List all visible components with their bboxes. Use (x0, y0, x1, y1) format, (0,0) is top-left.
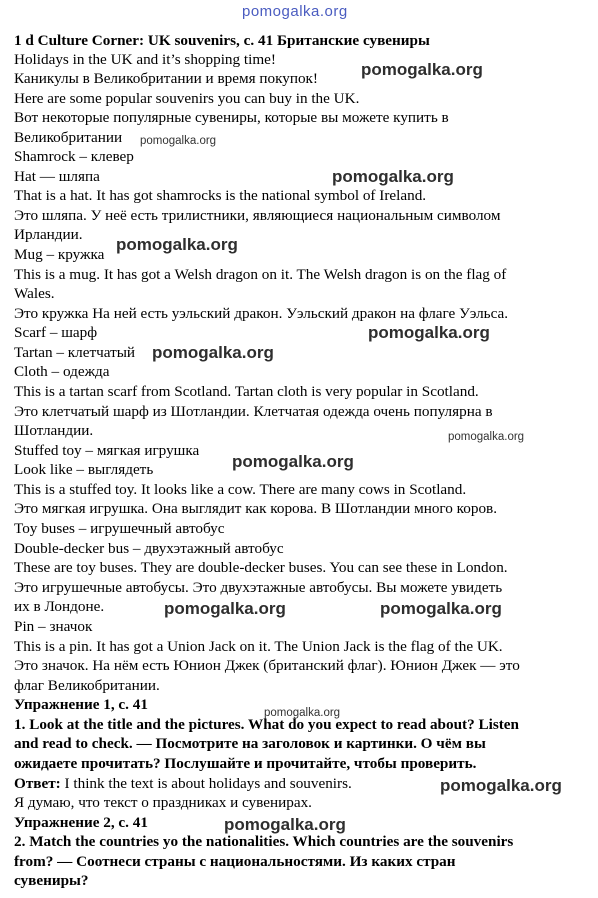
answer-line: Ответ: I think the text is about holidays and souvenirs. (14, 775, 352, 792)
text-line: Double-decker bus – двухэтажный автобус (14, 540, 284, 557)
text-line: These are toy buses. They are double-decker buses. You can see these in London. (14, 559, 508, 576)
text-line: Вот некоторые популярные сувениры, которые вы можете купить в (14, 109, 449, 126)
watermark: pomogalka.org (380, 599, 502, 618)
exercise-heading: Упражнение 1, с. 41 (14, 696, 148, 713)
text-line: Cloth – одежда (14, 363, 110, 380)
watermark: pomogalka.org (332, 167, 454, 186)
exercise-task: from? — Соотнеси страны с национальностями. Из каких стран (14, 853, 456, 870)
text-line: This is a stuffed toy. It looks like a cow. There are many cows in Scotland. (14, 481, 467, 498)
text-line: Pin – значок (14, 618, 93, 635)
text-line: Stuffed toy – мягкая игрушка (14, 442, 200, 459)
text-line: Я думаю, что текст о праздниках и сувенирах. (14, 794, 312, 811)
watermark: pomogalka.org (232, 452, 354, 471)
text-line: Это мягкая игрушка. Она выглядит как корова. В Шотландии много коров. (14, 500, 498, 517)
watermark: pomogalka.org (152, 343, 274, 362)
watermark: pomogalka.org (361, 60, 483, 79)
text-line: Это кружка На ней есть уэльский дракон. Уэльский дракон на флаге Уэльса. (14, 305, 509, 322)
text-line: Hat — шляпа (14, 168, 100, 185)
text-line: Wales. (14, 285, 55, 302)
text-line: Toy buses – игрушечный автобус (14, 520, 225, 537)
text-line: Это клетчатый шарф из Шотландии. Клетчатая одежда очень популярна в (14, 403, 493, 420)
watermark: pomogalka.org (440, 776, 562, 795)
exercise-task: сувениры? (14, 872, 89, 889)
text-line: флаг Великобритании. (14, 677, 160, 694)
text-line: Это шляпа. У неё есть трилистники, являющиеся национальным символом (14, 207, 501, 224)
exercise-heading: Упражнение 2, с. 41 (14, 814, 148, 831)
text-line: Shamrock – клевер (14, 148, 134, 165)
text-line: Tartan – клетчатый (14, 344, 136, 361)
text-line: This is a mug. It has got a Welsh dragon on it. The Welsh dragon is on the flag of (14, 266, 507, 283)
text-line: Holidays in the UK and it’s shopping time! (14, 51, 276, 68)
text-line: их в Лондоне. (14, 598, 105, 615)
exercise-task: 2. Match the countries yo the nationalities. Which countries are the souvenirs (14, 833, 514, 850)
text-line: 1 d Culture Corner: UK souvenirs, с. 41 Британские сувениры (14, 32, 430, 49)
text-line: Scarf – шарф (14, 324, 98, 341)
watermark: pomogalka.org (164, 599, 286, 618)
text-line: Here are some popular souvenirs you can buy in the UK. (14, 90, 360, 107)
text-line: Ирландии. (14, 226, 83, 243)
text-line: Mug – кружка (14, 246, 105, 263)
watermark: pomogalka.org (116, 235, 238, 254)
answer-label: Ответ: (14, 775, 61, 792)
exercise-task: and read to check. — Посмотрите на заголовок и картинки. О чём вы (14, 735, 486, 752)
watermark: pomogalka.org (140, 135, 217, 147)
text-line: Это значок. На нём есть Юнион Джек (британский флаг). Юнион Джек — это (14, 657, 520, 674)
text-line: This is a tartan scarf from Scotland. Tartan cloth is very popular in Scotland. (14, 383, 479, 400)
text-line: This is a pin. It has got a Union Jack on it. The Union Jack is the flag of the UK. (14, 638, 503, 655)
text-line: Великобритании (14, 129, 123, 146)
watermark: pomogalka.org (224, 815, 346, 834)
watermark: pomogalka.org (448, 431, 525, 443)
watermark: pomogalka.org (242, 3, 348, 20)
watermark: pomogalka.org (264, 707, 341, 719)
text-line: That is a hat. It has got shamrocks is the national symbol of Ireland. (14, 187, 427, 204)
text-line: Это игрушечные автобусы. Это двухэтажные автобусы. Вы можете увидеть (14, 579, 503, 596)
exercise-task: ожидаете прочитать? Послушайте и прочитайте, чтобы проверить. (14, 755, 477, 772)
watermark: pomogalka.org (368, 323, 490, 342)
exercise-task: 1. Look at the title and the pictures. What do you expect to read about? Listen (14, 716, 519, 733)
text-line: Каникулы в Великобритании и время покупок! (14, 70, 318, 87)
text-line: Look like – выглядеть (14, 461, 154, 478)
text-line: Шотландии. (14, 422, 94, 439)
